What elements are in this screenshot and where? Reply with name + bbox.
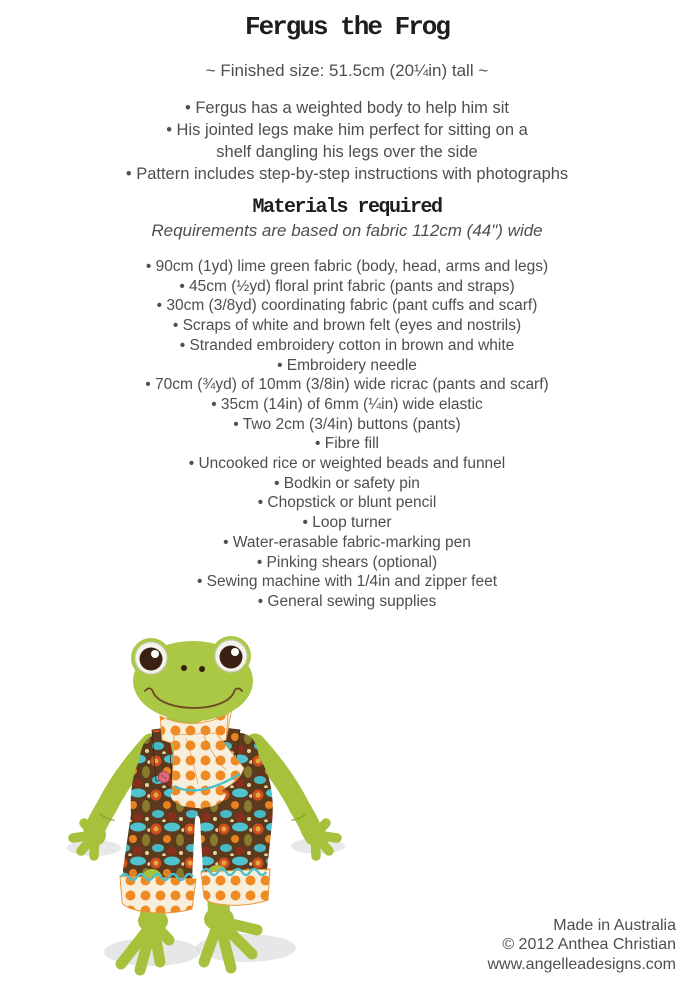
material-item: • Water-erasable fabric-marking pen [223,533,471,551]
frog-head [131,636,253,721]
copyright-text: © 2012 Anthea Christian [502,936,676,954]
material-item: • Loop turner [302,514,392,532]
material-item: • 90cm (1yd) lime green fabric (body, head, arms and legs) [145,258,549,275]
material-item: • General sewing supplies [257,592,437,610]
feature-line: • Pattern includes step-by-step instructions with photographs [125,165,569,183]
finished-size-note: ~ Finished size: 51.5cm (20¼in) tall ~ [205,61,489,80]
material-item: • Pinking shears (optional) [256,553,438,571]
material-item: • Bodkin or safety pin [274,474,420,492]
made-in-text: Made in Australia [553,917,676,934]
material-item: • Stranded embroidery cotton in brown and white [179,336,515,354]
feature-line: shelf dangling his legs over the side [216,143,478,161]
frog-photo [48,618,358,1000]
material-item: • Uncooked rice or weighted beads and funnel [188,455,506,473]
material-item: • Chopstick or blunt pencil [257,494,437,512]
pant-cuffs [120,869,270,913]
material-item: • Fibre fill [315,435,379,453]
material-item: • 70cm (¾yd) of 10mm (3/8in) wide ricrac (pants and scarf) [145,376,549,394]
footer [487,916,676,974]
material-item: • 45cm (½yd) floral print fabric (pants and straps) [179,277,515,295]
feature-list [0,97,694,185]
feature-line: • His jointed legs make him perfect for sitting on a [166,121,528,139]
material-item: • Two 2cm (3/4in) buttons (pants) [233,415,461,433]
material-item: • Scraps of white and brown felt (eyes and nostrils) [172,317,522,335]
materials-note: Requirements are based on fabric 112cm (44") wide [151,221,543,240]
materials-list [0,257,694,612]
frog-toy-image [48,618,358,1000]
page-title: Fergus the Frog [244,12,450,42]
website-text: www.angelleadesigns.com [487,955,676,973]
material-item: • 30cm (3/8yd) coordinating fabric (pant cuffs and scarf) [156,297,538,315]
feature-line: • Fergus has a weighted body to help him sit [184,99,510,117]
material-item: • Embroidery needle [277,356,417,374]
material-item: • 35cm (14in) of 6mm (¼in) wide elastic [211,395,483,413]
material-item: • Sewing machine with 1/4in and zipper feet [196,573,498,591]
materials-heading: Materials required [252,196,442,219]
